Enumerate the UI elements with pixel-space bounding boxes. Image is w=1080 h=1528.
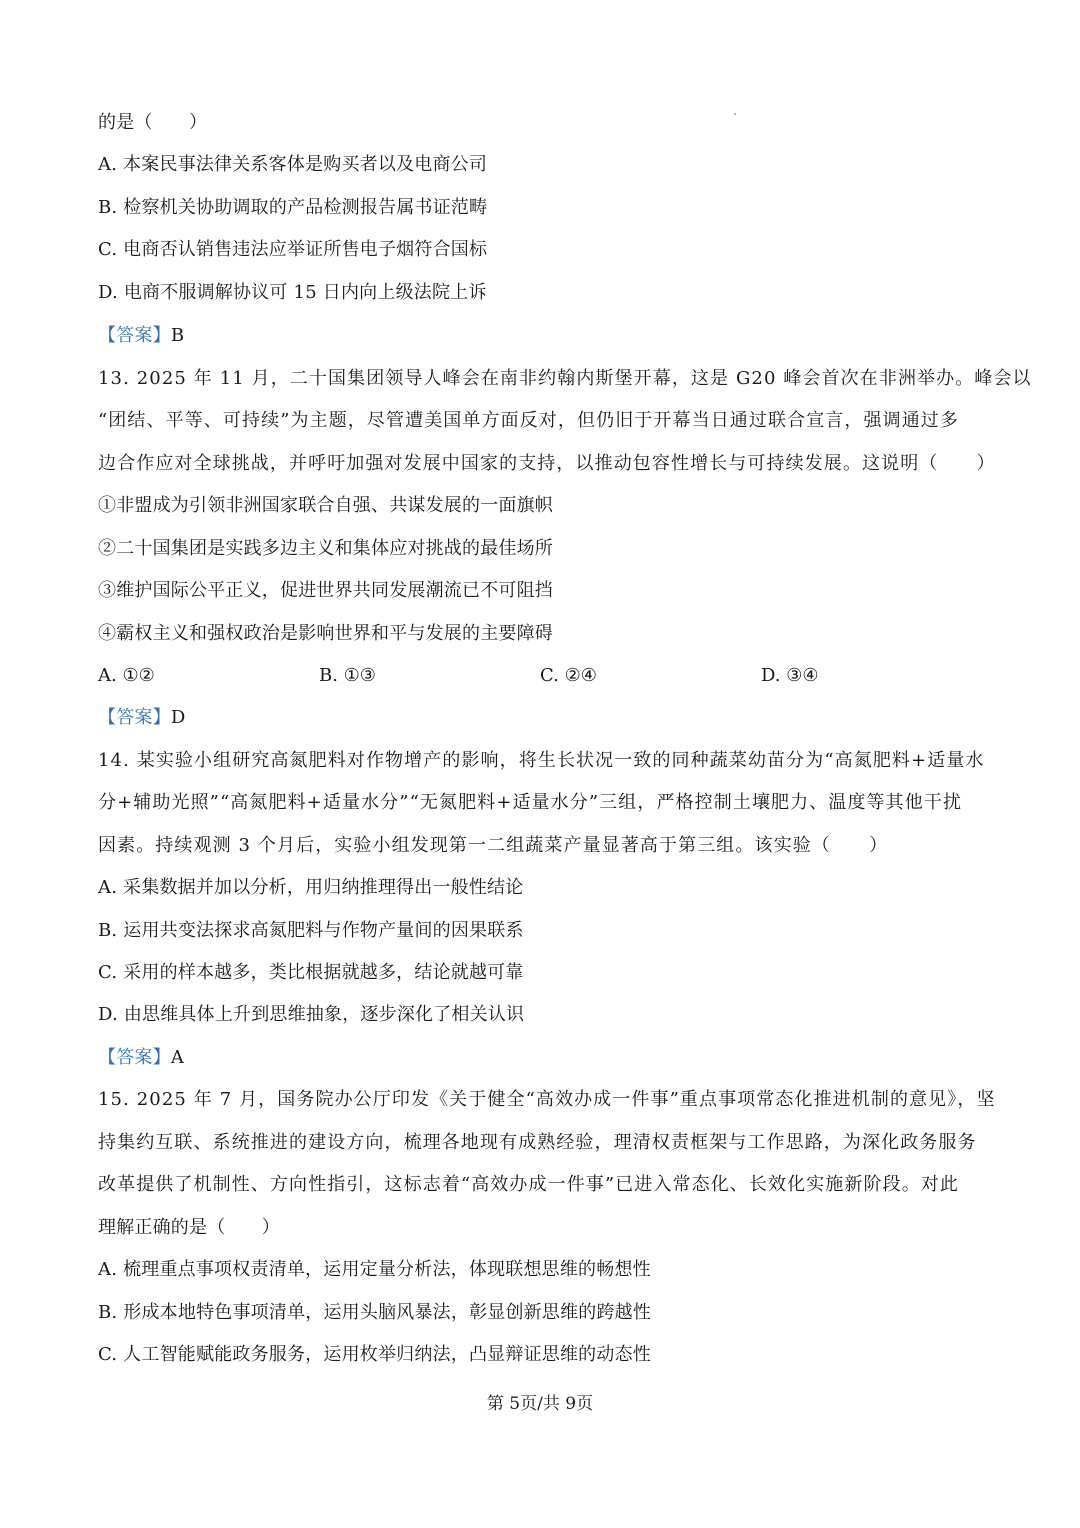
answer-tag: 【答案】 (98, 325, 171, 346)
q12-answer (98, 323, 988, 349)
page-number-footer: 第 5页/共 9页 (486, 1394, 594, 1414)
q13-statement-2: ②二十国集团是实践多边主义和集体应对挑战的最佳场所 (98, 538, 553, 559)
q13-answer (98, 705, 988, 731)
q13-option-c: C. ②④ (540, 665, 597, 686)
q14-option-d: D. 由思维具体上升到思维抽象，逐步深化了相关认识 (98, 1004, 525, 1025)
q14-answer (98, 1045, 988, 1071)
q12-option-b: B. 检察机关协助调取的产品检测报告属书证范畴 (98, 197, 488, 218)
q14-option-a: A. 采集数据并加以分析，用归纳推理得出一般性结论 (98, 877, 524, 898)
q15-stem-line-3: 改革提供了机制性、方向性指引，这标志着“高效办成一件事”已进入常态化、长效化实施新阶段。对此 (98, 1174, 959, 1195)
q12-stem-tail: 的是（ ） (98, 112, 208, 133)
q14-option-c: C. 采用的样本越多，类比根据就越多，结论就越可靠 (98, 962, 524, 983)
q13-stem-line-1: 13. 2025 年 11 月，二十国集团领导人峰会在南非约翰内斯堡开幕，这是 G20 峰会首次在非洲举办。峰会以 (98, 368, 1032, 389)
answer-value: D (170, 707, 186, 728)
answer-value: B (170, 325, 185, 346)
q15-option-c: C. 人工智能赋能政务服务，运用枚举归纳法，凸显辩证思维的动态性 (98, 1344, 651, 1365)
q13-statement-1: ①非盟成为引领非洲国家联合自强、共谋发展的一面旗帜 (98, 495, 553, 516)
q14-stem-line-2: 分+辅助光照”“高氮肥料+适量水分”“无氮肥料+适量水分”三组，严格控制土壤肥力、温度等其他干扰 (98, 792, 963, 813)
q15-stem-line-4: 理解正确的是（ ） (98, 1217, 280, 1238)
q15-option-b: B. 形成本地特色事项清单，运用头脑风暴法，彰显创新思维的跨越性 (98, 1302, 652, 1323)
q14-stem-line-1: 14. 某实验小组研究高氮肥料对作物增产的影响，将生长状况一致的同种蔬菜幼苗分为“高氮肥料+适量水 (98, 750, 985, 771)
q13-stem-line-2: “团结、平等、可持续”为主题，尽管遭美国单方面反对，但仍旧于开幕当日通过联合宣言，强调通过多 (98, 410, 959, 431)
q13-option-a: A. ①② (98, 665, 155, 686)
q14-stem-line-3: 因素。持续观测 3 个月后，实验小组发现第一二组蔬菜产量显著高于第三组。该实验（ ） (98, 835, 889, 856)
q12-option-d: D. 电商不服调解协议可 15 日内向上级法院上诉 (98, 282, 487, 303)
answer-tag: 【答案】 (98, 707, 171, 728)
answer-tag: 【答案】 (98, 1047, 171, 1068)
q15-option-a: A. 梳理重点事项权责清单，运用定量分析法，体现联想思维的畅想性 (98, 1259, 651, 1280)
q13-option-d: D. ③④ (761, 665, 819, 686)
answer-value: A (170, 1047, 185, 1068)
q15-stem-line-2: 持集约互联、系统推进的建设方向，梳理各地现有成熟经验，理清权责框架与工作思路，为深化政务服务 (98, 1132, 977, 1153)
q12-option-a: A. 本案民事法律关系客体是购买者以及电商公司 (98, 154, 488, 175)
q13-stem-line-3: 边合作应对全球挑战，并呼吁加强对发展中国家的支持，以推动包容性增长与可持续发展。这说明（ ） (98, 453, 996, 474)
q13-statement-4: ④霸权主义和强权政治是影响世界和平与发展的主要障碍 (98, 623, 553, 644)
q14-option-b: B. 运用共变法探求高氮肥料与作物产量间的因果联系 (98, 920, 524, 941)
q15-stem-line-1: 15. 2025 年 7 月，国务院办公厅印发《关于健全“高效办成一件事”重点事项常态化推进机制的意见》，坚 (98, 1089, 996, 1110)
q13-statement-3: ③维护国际公平正义，促进世界共同发展潮流已不可阻挡 (98, 580, 553, 601)
q13-option-b: B. ①③ (319, 665, 376, 686)
q12-option-c: C. 电商否认销售违法应举证所售电子烟符合国标 (98, 239, 488, 260)
